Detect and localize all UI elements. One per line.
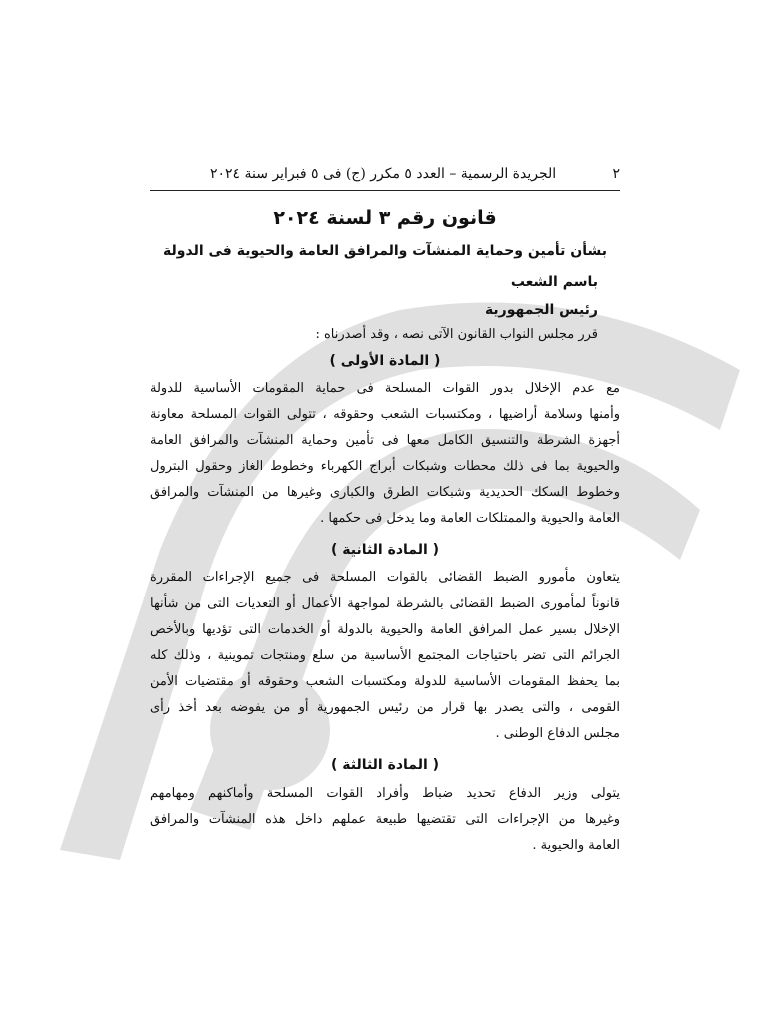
law-title: قانون رقم ٣ لسنة ٢٠٢٤ bbox=[273, 207, 497, 229]
article-2-line: قانوناً لمأمورى الضبط القضائى بالشرطة لمواجهة الأعمال أو التعديات التى من شأنها bbox=[150, 596, 620, 611]
article-3-line: وغيرها من الإجراءات التى تقتضيها طبيعة عملهم داخل هذه المنشآت والمرافق bbox=[150, 812, 620, 827]
article-1-line: والحيوية بما فى ذلك محطات وشبكات أبراج الكهرباء وخطوط الغاز وحقول البترول bbox=[150, 459, 620, 474]
article-2-line: مجلس الدفاع الوطنى . bbox=[495, 726, 620, 741]
article-3-line: العامة والحيوية . bbox=[532, 838, 620, 853]
running-header bbox=[150, 160, 620, 190]
article-1-line: العامة والحيوية والممتلكات العامة وما يدخل فى حكمها . bbox=[320, 511, 620, 526]
article-1-heading: ( المادة الأولى ) bbox=[329, 353, 441, 369]
article-1-line: وأمنها وسلامة أراضيها ، ومكتسبات الشعب وحقوقه ، تتولى القوات المسلحة معاونة bbox=[150, 407, 620, 422]
article-3-line: يتولى وزير الدفاع تحديد ضباط وأفراد القوات المسلحة وأماكنهم ومهامهم bbox=[150, 786, 620, 801]
law-subtitle: بشأن تأمين وحماية المنشآت والمرافق العامة والحيوية فى الدولة bbox=[163, 243, 607, 259]
article-2-line: القومى ، والتى يصدر بها قرار من رئيس الجمهورية أو من يفوضه بعد أخذ رأى bbox=[150, 700, 620, 715]
article-2-line: بما يحفظ المقومات الأساسية للدولة ومكتسبات الشعب وحقوقه أو مقتضيات الأمن bbox=[150, 674, 620, 689]
article-2-line: يتعاون مأمورو الضبط القضائى بالقوات المسلحة فى جميع الإجراءات المقررة bbox=[150, 570, 620, 585]
article-1-line: وخطوط السكك الحديدية وشبكات الطرق والكبارى وغيرها من المنشآت والمرافق bbox=[150, 485, 620, 500]
article-2-line: الإخلال بسير عمل المرافق العامة والحيوية بالدولة أو الخدمات التى تؤديها وبالأخص bbox=[150, 622, 620, 637]
in-the-name-line: باسم الشعب bbox=[510, 274, 598, 290]
header-divider bbox=[150, 190, 620, 191]
page-number: ٢ bbox=[612, 166, 620, 182]
intro-paragraph: قرر مجلس النواب القانون الآتى نصه ، وقد أصدرناه : bbox=[315, 327, 598, 342]
watermark-seal-icon bbox=[40, 250, 760, 870]
article-2-heading: ( المادة الثانية ) bbox=[330, 542, 440, 558]
article-2-line: الجرائم التى تضر باحتياجات المجتمع الأساسية من سلع ومنتجات تموينية ، وذلك كله bbox=[150, 648, 620, 663]
gazette-issue-title: الجريدة الرسمية – العدد ٥ مكرر (ج) فى ٥ فبراير سنة ٢٠٢٤ bbox=[210, 166, 557, 182]
article-1-line: أجهزة الشرطة والتنسيق الكامل معها فى تأمين وحماية المنشآت والمرافق العامة bbox=[150, 433, 620, 448]
president-line: رئيس الجمهورية bbox=[484, 302, 598, 318]
article-1-line: مع عدم الإخلال بدور القوات المسلحة فى حماية المقومات الأساسية للدولة bbox=[150, 381, 620, 396]
article-3-heading: ( المادة الثالثة ) bbox=[330, 757, 440, 773]
